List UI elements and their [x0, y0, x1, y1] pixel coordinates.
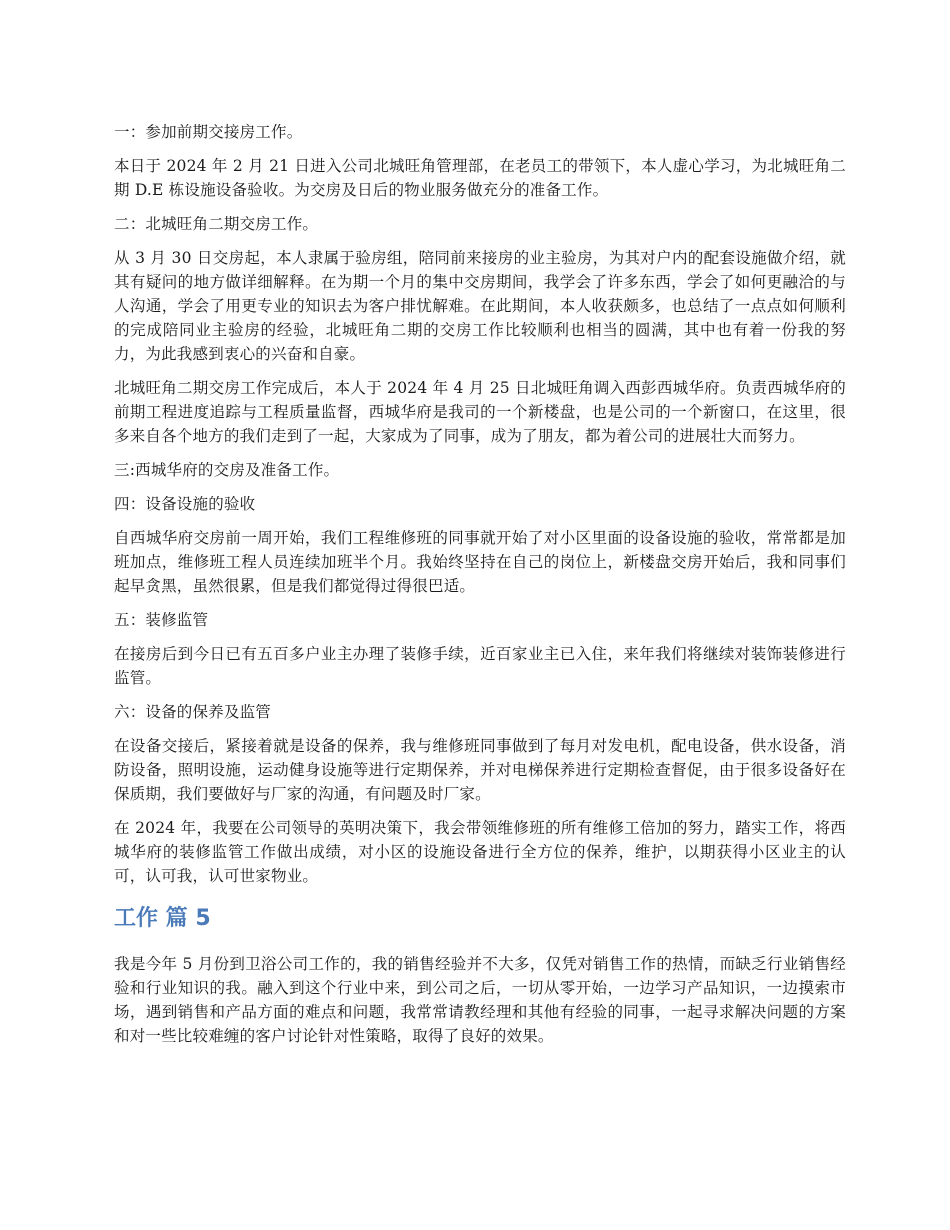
paragraph: 在 2024 年，我要在公司领导的英明决策下，我会带领维修班的所有维修工倍加的努力，踏实工作，将西城华府的装修监管工作做出成绩，对小区的设施设备进行全方位的保养，维护，以期获得小区业主的认可，认可我，认可世家物业。 [114, 819, 846, 885]
section-heading: 工作 篇 5 [114, 906, 211, 931]
paragraph: 五：装修监管 [114, 611, 209, 629]
paragraph: 本日于 2024 年 2 月 21 日进入公司北城旺角管理部，在老员工的带领下，本人虚心学习，为北城旺角二期 D.E 栋设施设备验收。为交房及日后的物业服务做充分的准备工作。 [114, 157, 846, 199]
paragraph: 四：设备设施的验收 [114, 495, 256, 513]
paragraph: 三:西城华府的交房及准备工作。 [114, 461, 340, 479]
paragraph: 一：参加前期交接房工作。 [114, 123, 303, 141]
paragraph: 自西城华府交房前一周开始，我们工程维修班的同事就开始了对小区里面的设备设施的验收，常常都是加班加点，维修班工程人员连续加班半个月。我始终坚持在自己的岗位上，新楼盘交房开始后，我和同事们起早贪黑，虽然很累，但是我们都觉得过得很巴适。 [114, 529, 846, 595]
paragraph: 在设备交接后，紧接着就是设备的保养，我与维修班同事做到了每月对发电机，配电设备，供水设备，消防设备，照明设施，运动健身设施等进行定期保养，并对电梯保养进行定期检查督促，由于很多设备好在保质期，我们要做好与厂家的沟通，有问题及时厂家。 [114, 737, 846, 803]
paragraph: 六：设备的保养及监管 [114, 703, 272, 721]
paragraph: 北城旺角二期交房工作完成后，本人于 2024 年 4 月 25 日北城旺角调入西彭西城华府。负责西城华府的前期工程进度追踪与工程质量监督，西城华府是我司的一个新楼盘，也是公司的一个新窗口，在这里，很多来自各个地方的我们走到了一起，大家成为了同事，成为了朋友，都为着公司的进展壮大而努力。 [114, 379, 846, 445]
paragraph: 在接房后到今日已有五百多户业主办理了装修手续，近百家业主已入住，来年我们将继续对装饰装修进行监管。 [114, 645, 846, 687]
document-body [114, 120, 846, 1058]
paragraph: 从 3 月 30 日交房起，本人隶属于验房组，陪同前来接房的业主验房，为其对户内的配套设施做介绍，就其有疑问的地方做详细解释。在为期一个月的集中交房期间，我学会了许多东西，学会了如何更融洽的与人沟通，学会了用更专业的知识去为客户排忧解难。在此期间，本人收获颇多，也总结了一点点如何顺利的完成陪同业主验房的经验，北城旺角二期的交房工作比较顺利也相当的圆满，其中也有着一份我的努力，为此我感到衷心的兴奋和自豪。 [114, 249, 846, 363]
paragraph: 我是今年 5 月份到卫浴公司工作的，我的销售经验并不大多，仅凭对销售工作的热情，而缺乏行业销售经验和行业知识的我。融入到这个行业中来，到公司之后，一切从零开始，一边学习产品知识，一边摸索市场，遇到销售和产品方面的难点和问题，我常常请教经理和其他有经验的同事，一起寻求解决问题的方案和对一些比较难缠的客户讨论针对性策略，取得了良好的效果。 [114, 955, 846, 1045]
paragraph: 二：北城旺角二期交房工作。 [114, 215, 319, 233]
